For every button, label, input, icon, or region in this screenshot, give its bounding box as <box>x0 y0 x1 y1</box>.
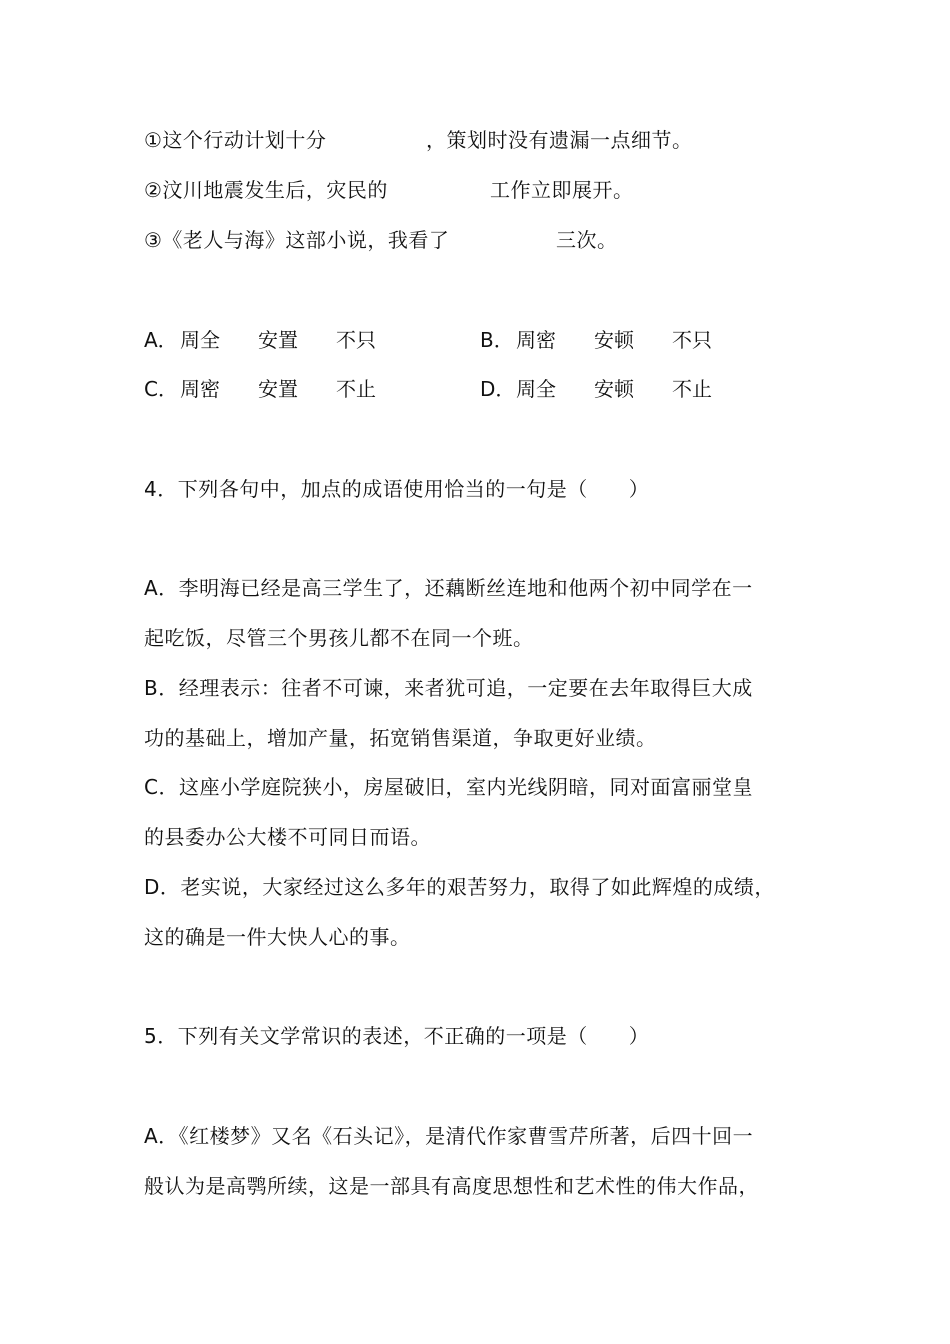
q3-sentence-2-part1: ②汶川地震发生后，灾民的 <box>144 178 388 202</box>
q3-option-d-word-2: 安顿 <box>594 377 634 401</box>
q3-option-a-word-3: 不只 <box>336 328 376 352</box>
q3-options-row-2 <box>144 375 844 403</box>
q3-option-b-word-1: 周密 <box>516 328 556 352</box>
q5-stem: 5．下列有关文学常识的表述，不正确的一项是（ ） <box>144 1024 650 1048</box>
q3-sentence-3-part2: 三次。 <box>556 228 618 252</box>
q3-option-b-letter: B． <box>480 328 514 352</box>
q3-option-a-word-1: 周全 <box>180 328 220 352</box>
q3-sentence-3 <box>144 226 844 254</box>
q3-option-c-word-2: 安置 <box>258 377 298 401</box>
q4-option-a-line-2: 起吃饭，尽管三个男孩儿都不在同一个班。 <box>144 626 534 650</box>
q3-option-c-letter: C． <box>144 377 178 401</box>
q3-sentence-1-part1: ①这个行动计划十分 <box>144 128 327 152</box>
q3-option-a-letter: A． <box>144 328 178 352</box>
q3-sentence-2-part2: 工作立即展开。 <box>490 178 634 202</box>
q4-option-c-line-2: 的县委办公大楼不可同日而语。 <box>144 825 431 849</box>
q5-option-a-line-1: A．《红楼梦》又名《石头记》，是清代作家曹雪芹所著，后四十回一 <box>144 1124 754 1148</box>
q3-option-a-word-2: 安置 <box>258 328 298 352</box>
q3-option-c-word-1: 周密 <box>180 377 220 401</box>
q4-option-b-line-1: B．经理表示：往者不可谏，来者犹可追，一定要在去年取得巨大成 <box>144 676 753 700</box>
q4-option-d-line-2: 这的确是一件大快人心的事。 <box>144 925 411 949</box>
q4-option-a-line-1: A．李明海已经是高三学生了，还藕断丝连地和他两个初中同学在一 <box>144 576 753 600</box>
q3-sentence-2 <box>144 176 844 204</box>
q3-sentence-3-part1: ③《老人与海》这部小说，我看了 <box>144 228 450 252</box>
q3-sentence-1 <box>144 126 844 154</box>
q3-option-b-word-3: 不只 <box>672 328 712 352</box>
q4-option-d-line-1: D．老实说，大家经过这么多年的艰苦努力，取得了如此辉煌的成绩， <box>144 875 775 899</box>
q3-option-c-word-3: 不止 <box>336 377 376 401</box>
q3-sentence-1-part2: ，策划时没有遗漏一点细节。 <box>426 128 693 152</box>
q4-option-b-line-2: 功的基础上，增加产量，拓宽销售渠道，争取更好业绩。 <box>144 726 657 750</box>
q3-option-b-word-2: 安顿 <box>594 328 634 352</box>
q3-option-d-word-3: 不止 <box>672 377 712 401</box>
q3-options-row-1 <box>144 326 844 354</box>
q3-option-d-letter: D． <box>480 377 516 401</box>
q5-option-a-line-2: 般认为是高鹗所续，这是一部具有高度思想性和艺术性的伟大作品， <box>144 1174 759 1198</box>
q4-option-c-line-1: C．这座小学庭院狭小，房屋破旧，室内光线阴暗，同对面富丽堂皇 <box>144 775 753 799</box>
q3-option-d-word-1: 周全 <box>516 377 556 401</box>
q4-stem: 4．下列各句中，加点的成语使用恰当的一句是（ ） <box>144 477 650 501</box>
